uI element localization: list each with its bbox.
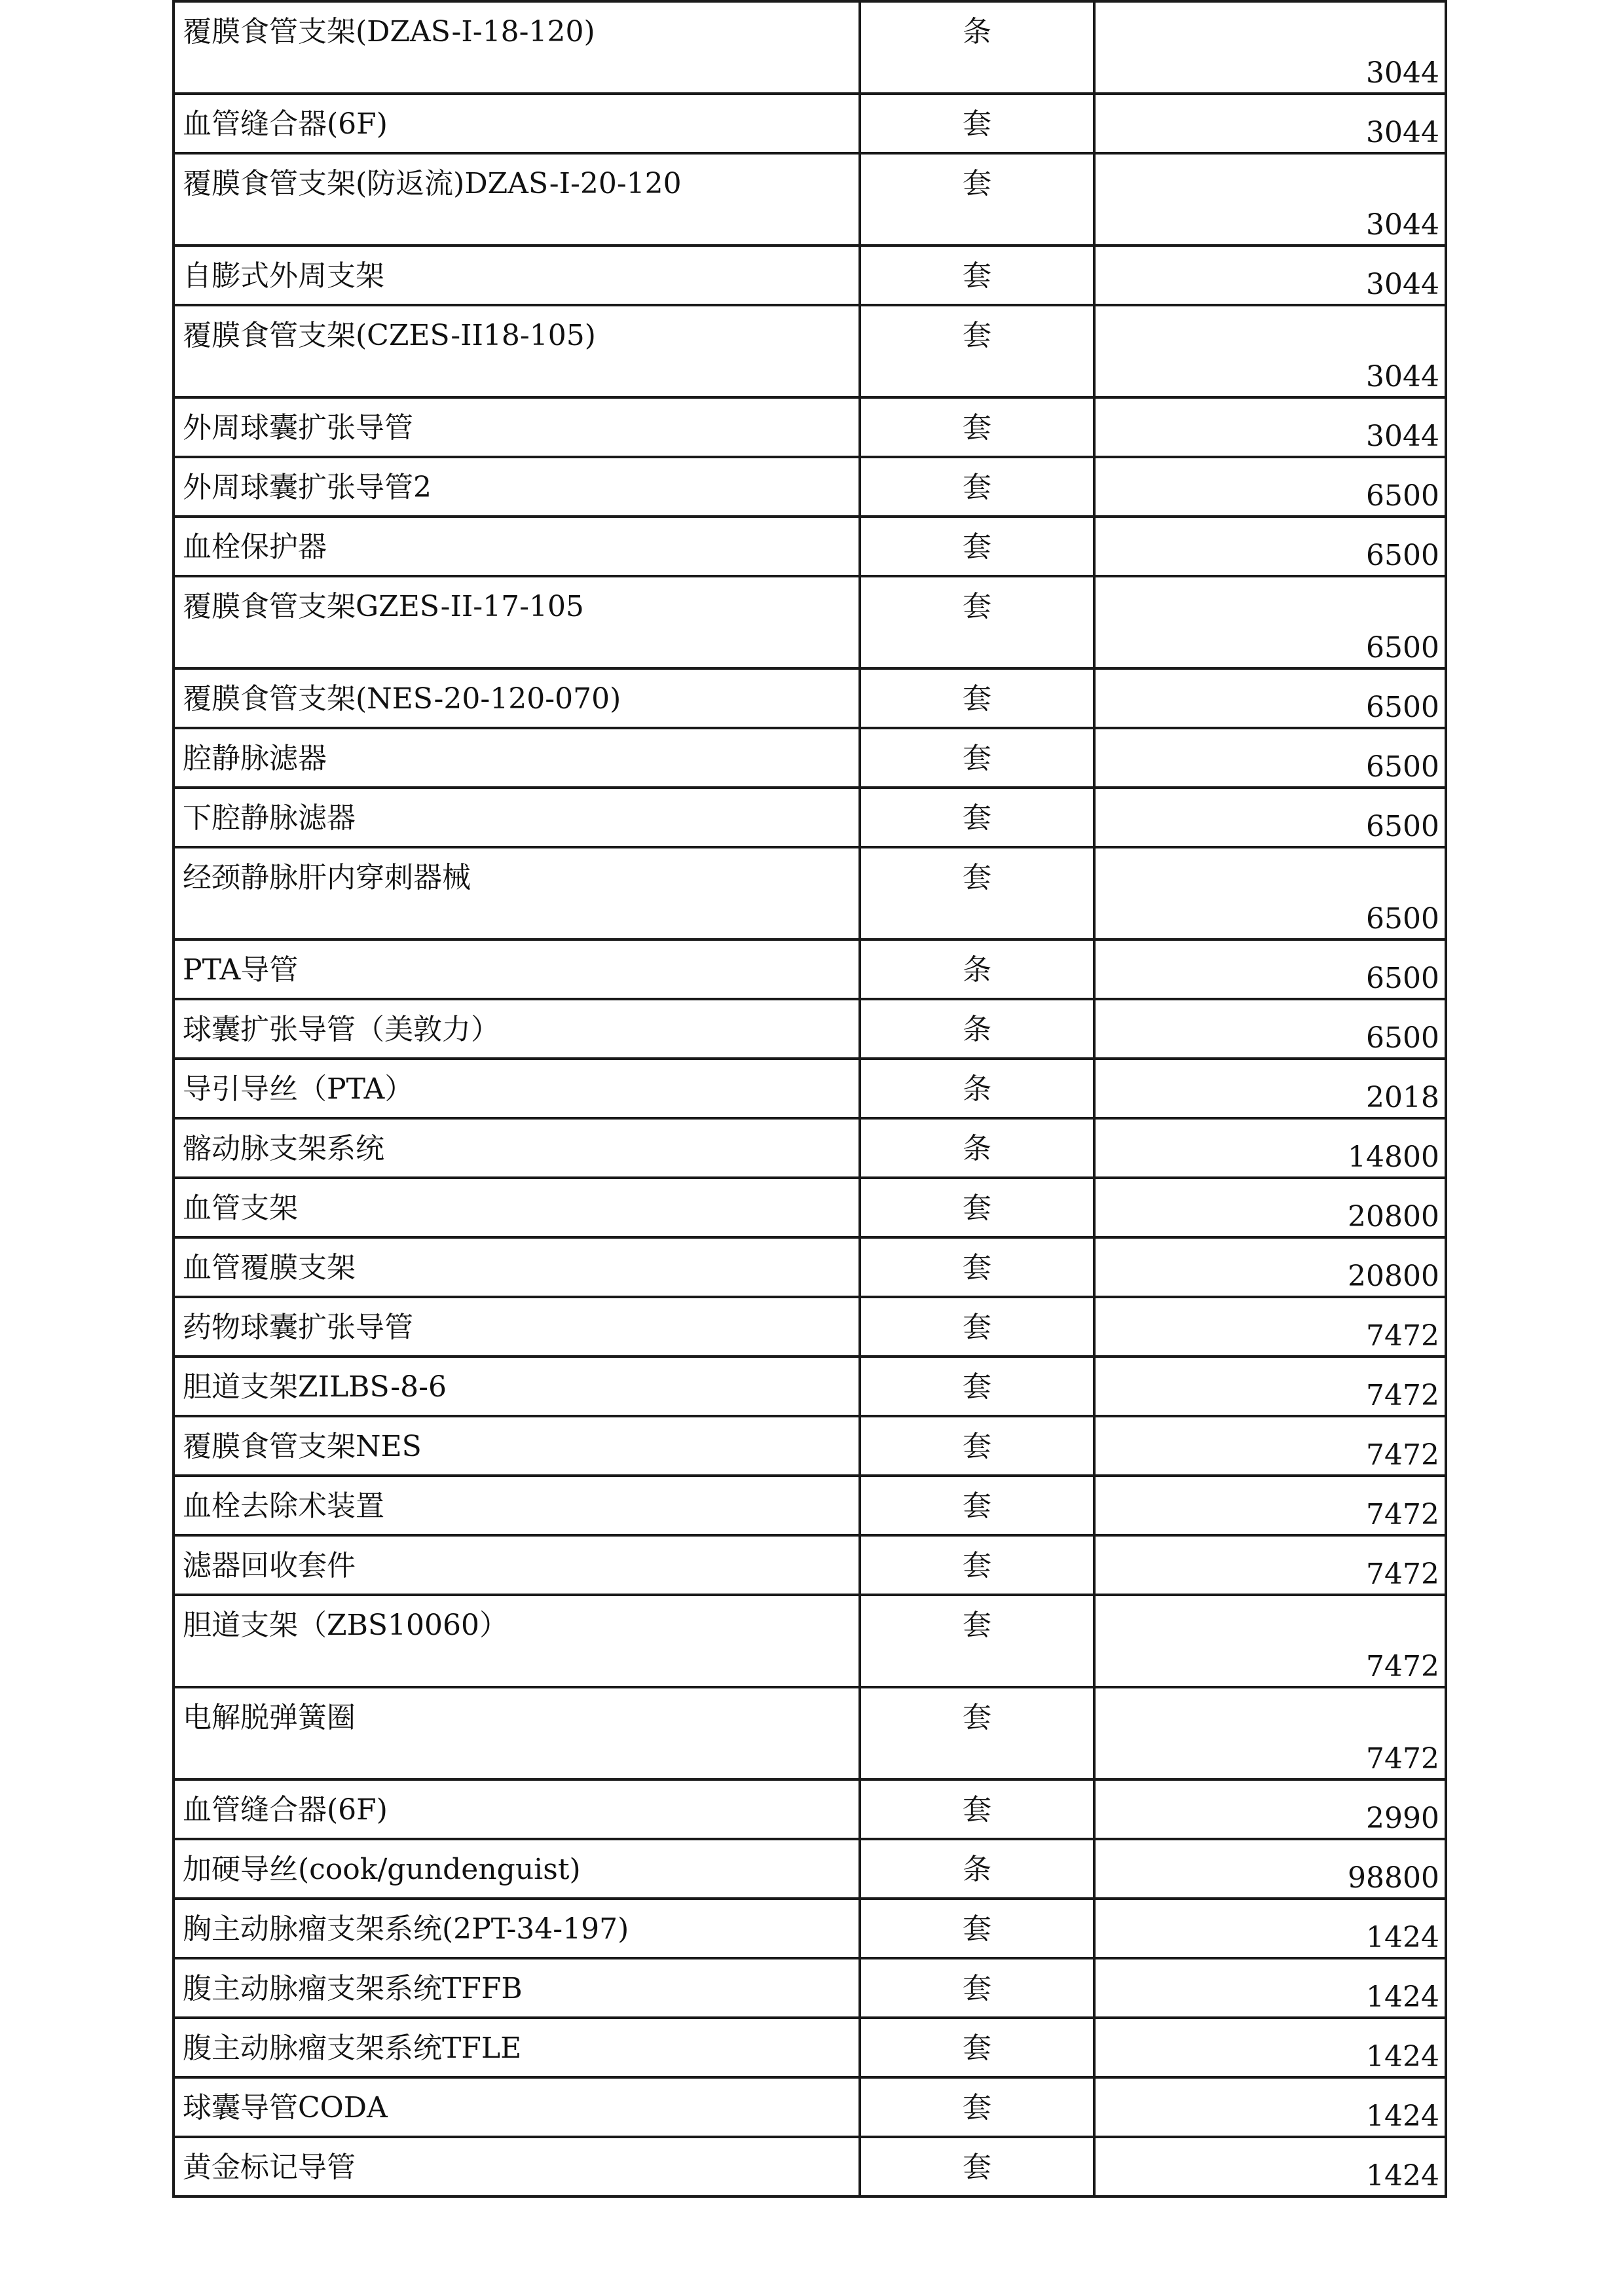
price-cell: 2990 (1094, 1779, 1446, 1839)
item-name-cell: 加硬导丝(cook/gundenguist) (174, 1839, 860, 1899)
table-row (174, 305, 1446, 397)
unit-cell: 条 (860, 999, 1094, 1059)
table-row (174, 1297, 1446, 1357)
unit-cell: 套 (860, 1535, 1094, 1595)
table-row (174, 576, 1446, 668)
price-cell: 14800 (1094, 1118, 1446, 1178)
item-name-cell: 胆道支架（ZBS10060） (174, 1595, 860, 1687)
item-name-cell: 血栓去除术装置 (174, 1476, 860, 1535)
item-name-cell: 黄金标记导管 (174, 2137, 860, 2196)
unit-cell: 套 (860, 517, 1094, 576)
unit-cell: 套 (860, 788, 1094, 847)
price-cell: 1424 (1094, 1899, 1446, 1958)
unit-cell: 套 (860, 1595, 1094, 1687)
table-row (174, 1118, 1446, 1178)
item-name-cell: 覆膜食管支架GZES-II-17-105 (174, 576, 860, 668)
price-table-body (174, 1, 1446, 2196)
table-row (174, 1178, 1446, 1237)
table-row (174, 1416, 1446, 1476)
unit-cell: 套 (860, 1237, 1094, 1297)
unit-cell: 套 (860, 1687, 1094, 1779)
item-name-cell: 腹主动脉瘤支架系统TFLE (174, 2018, 860, 2077)
unit-cell: 套 (860, 94, 1094, 153)
item-name-cell: 球囊导管CODA (174, 2077, 860, 2137)
item-name-cell: 下腔静脉滤器 (174, 788, 860, 847)
price-cell: 7472 (1094, 1297, 1446, 1357)
table-row (174, 457, 1446, 517)
unit-cell: 套 (860, 1899, 1094, 1958)
table-row (174, 1687, 1446, 1779)
price-cell: 6500 (1094, 457, 1446, 517)
table-row (174, 1535, 1446, 1595)
price-cell: 6500 (1094, 728, 1446, 788)
price-cell: 3044 (1094, 397, 1446, 457)
price-cell: 6500 (1094, 576, 1446, 668)
item-name-cell: 电解脱弹簧圈 (174, 1687, 860, 1779)
price-cell: 6500 (1094, 788, 1446, 847)
table-row (174, 246, 1446, 305)
unit-cell: 套 (860, 728, 1094, 788)
unit-cell: 套 (860, 1779, 1094, 1839)
item-name-cell: 经颈静脉肝内穿刺器械 (174, 847, 860, 939)
price-cell: 3044 (1094, 94, 1446, 153)
item-name-cell: 血管缝合器(6F) (174, 1779, 860, 1839)
item-name-cell: 血管支架 (174, 1178, 860, 1237)
price-cell: 7472 (1094, 1416, 1446, 1476)
price-cell: 98800 (1094, 1839, 1446, 1899)
table-row (174, 788, 1446, 847)
table-row (174, 1059, 1446, 1118)
table-row (174, 668, 1446, 728)
table-row (174, 1839, 1446, 1899)
item-name-cell: 覆膜食管支架(DZAS-I-18-120) (174, 1, 860, 94)
item-name-cell: 覆膜食管支架NES (174, 1416, 860, 1476)
table-row (174, 153, 1446, 246)
item-name-cell: 导引导丝（PTA） (174, 1059, 860, 1118)
item-name-cell: 血栓保护器 (174, 517, 860, 576)
unit-cell: 套 (860, 397, 1094, 457)
unit-cell: 条 (860, 1, 1094, 94)
price-cell: 3044 (1094, 153, 1446, 246)
table-row (174, 728, 1446, 788)
table-row (174, 517, 1446, 576)
unit-cell: 条 (860, 939, 1094, 999)
unit-cell: 条 (860, 1839, 1094, 1899)
item-name-cell: 药物球囊扩张导管 (174, 1297, 860, 1357)
unit-cell: 套 (860, 2137, 1094, 2196)
price-cell: 6500 (1094, 668, 1446, 728)
unit-cell: 套 (860, 246, 1094, 305)
unit-cell: 套 (860, 1476, 1094, 1535)
table-row (174, 94, 1446, 153)
price-cell: 3044 (1094, 305, 1446, 397)
unit-cell: 套 (860, 668, 1094, 728)
table-row (174, 999, 1446, 1059)
table-row (174, 1, 1446, 94)
price-table (172, 0, 1447, 2198)
price-cell: 7472 (1094, 1687, 1446, 1779)
unit-cell: 条 (860, 1118, 1094, 1178)
unit-cell: 套 (860, 2077, 1094, 2137)
price-cell: 3044 (1094, 1, 1446, 94)
price-cell: 1424 (1094, 2137, 1446, 2196)
unit-cell: 套 (860, 2018, 1094, 2077)
table-row (174, 1899, 1446, 1958)
price-cell: 7472 (1094, 1535, 1446, 1595)
item-name-cell: 腔静脉滤器 (174, 728, 860, 788)
price-cell: 6500 (1094, 999, 1446, 1059)
item-name-cell: 覆膜食管支架(NES-20-120-070) (174, 668, 860, 728)
unit-cell: 套 (860, 457, 1094, 517)
item-name-cell: 血管覆膜支架 (174, 1237, 860, 1297)
item-name-cell: 滤器回收套件 (174, 1535, 860, 1595)
price-cell: 6500 (1094, 847, 1446, 939)
table-row (174, 939, 1446, 999)
item-name-cell: 腹主动脉瘤支架系统TFFB (174, 1958, 860, 2018)
item-name-cell: 髂动脉支架系统 (174, 1118, 860, 1178)
table-row (174, 397, 1446, 457)
price-cell: 7472 (1094, 1476, 1446, 1535)
table-row (174, 2018, 1446, 2077)
item-name-cell: 外周球囊扩张导管 (174, 397, 860, 457)
table-row (174, 1476, 1446, 1535)
price-cell: 3044 (1094, 246, 1446, 305)
item-name-cell: 胆道支架ZILBS-8-6 (174, 1357, 860, 1416)
unit-cell: 套 (860, 305, 1094, 397)
item-name-cell: 自膨式外周支架 (174, 246, 860, 305)
price-cell: 2018 (1094, 1059, 1446, 1118)
price-cell: 7472 (1094, 1595, 1446, 1687)
unit-cell: 套 (860, 1357, 1094, 1416)
item-name-cell: 血管缝合器(6F) (174, 94, 860, 153)
price-cell: 6500 (1094, 517, 1446, 576)
table-row (174, 1237, 1446, 1297)
item-name-cell: PTA导管 (174, 939, 860, 999)
item-name-cell: 球囊扩张导管（美敦力） (174, 999, 860, 1059)
unit-cell: 套 (860, 576, 1094, 668)
table-row (174, 2077, 1446, 2137)
item-name-cell: 覆膜食管支架(防返流)DZAS-I-20-120 (174, 153, 860, 246)
unit-cell: 套 (860, 1416, 1094, 1476)
price-cell: 20800 (1094, 1178, 1446, 1237)
table-row (174, 847, 1446, 939)
table-row (174, 1357, 1446, 1416)
item-name-cell: 覆膜食管支架(CZES-II18-105) (174, 305, 860, 397)
item-name-cell: 外周球囊扩张导管2 (174, 457, 860, 517)
price-cell: 1424 (1094, 2077, 1446, 2137)
table-row (174, 1958, 1446, 2018)
unit-cell: 套 (860, 153, 1094, 246)
price-cell: 7472 (1094, 1357, 1446, 1416)
table-row (174, 1779, 1446, 1839)
price-cell: 6500 (1094, 939, 1446, 999)
unit-cell: 条 (860, 1059, 1094, 1118)
unit-cell: 套 (860, 847, 1094, 939)
price-cell: 1424 (1094, 2018, 1446, 2077)
price-cell: 1424 (1094, 1958, 1446, 2018)
unit-cell: 套 (860, 1958, 1094, 2018)
item-name-cell: 胸主动脉瘤支架系统(2PT-34-197) (174, 1899, 860, 1958)
table-row (174, 2137, 1446, 2196)
price-cell: 20800 (1094, 1237, 1446, 1297)
table-row (174, 1595, 1446, 1687)
unit-cell: 套 (860, 1178, 1094, 1237)
unit-cell: 套 (860, 1297, 1094, 1357)
